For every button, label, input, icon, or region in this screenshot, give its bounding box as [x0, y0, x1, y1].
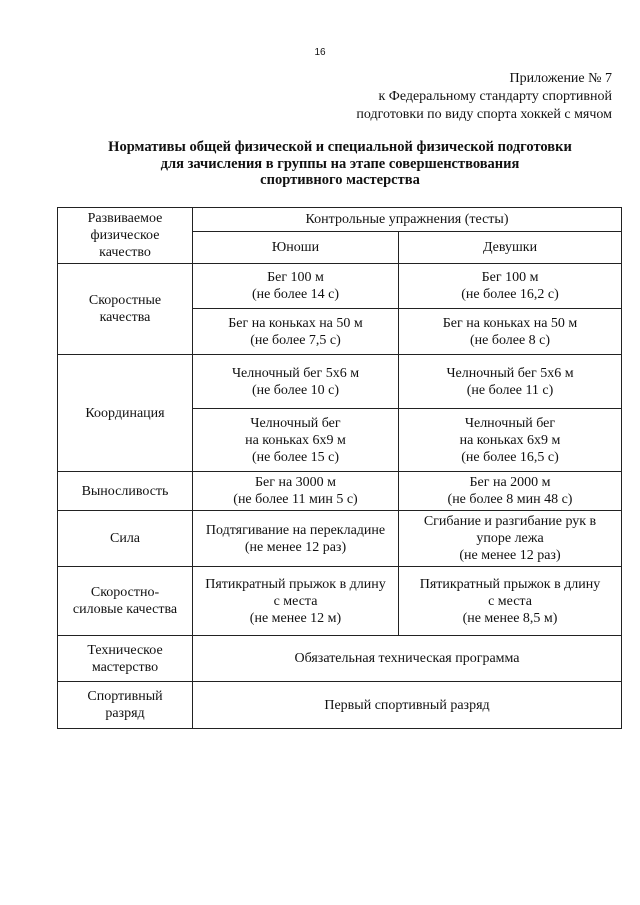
table-row — [58, 567, 622, 636]
norms-table — [57, 207, 622, 729]
norm-line: (не более 7,5 с) — [250, 332, 341, 348]
quality-line: Скоростно- — [90, 585, 160, 600]
title-line: Нормативы общей физической и специальной физической подготовки — [108, 139, 572, 155]
norm-line: Бег 100 м — [481, 270, 539, 285]
norm-line: Бег на коньках на 50 м — [228, 315, 363, 331]
table-row — [58, 264, 622, 309]
appendix-standard: к Федеральному стандарту спортивной — [378, 89, 612, 104]
header-quality-line: Развиваемое — [87, 211, 163, 226]
quality-cell — [58, 264, 193, 355]
quality-line: Сила — [109, 531, 141, 546]
boys-norm-cell — [193, 409, 399, 472]
quality-cell — [58, 472, 193, 511]
norm-line: Бег на 2000 м — [469, 475, 551, 490]
quality-line: мастерство — [91, 659, 159, 675]
norm-line: Челночный бег — [464, 415, 556, 431]
merged-norm-cell: Первый спортивный разряд — [193, 682, 622, 729]
header-quality-line: качество — [99, 245, 151, 260]
quality-line: разряд — [105, 706, 145, 721]
norm-line: Бег на коньках на 50 м — [442, 315, 578, 331]
header-boys-cell: Юноши — [193, 232, 399, 264]
quality-cell — [58, 682, 193, 729]
quality-line: качества — [99, 310, 151, 325]
norm-line: на коньках 6х9 м — [459, 432, 561, 448]
norm-line: Челночный бег 5х6 м — [446, 365, 574, 381]
title-line: спортивного мастерства — [260, 172, 420, 188]
norm-line: с места — [273, 593, 318, 609]
boys-norm-cell — [193, 511, 399, 567]
quality-cell — [58, 511, 193, 567]
norm-line: Бег 100 м — [267, 270, 324, 285]
table-row — [58, 636, 622, 682]
table-row — [58, 682, 622, 729]
norm-line: Пятикратный прыжок в длину — [205, 576, 386, 592]
quality-line: Спортивный — [87, 689, 163, 704]
table-header-row — [58, 208, 622, 232]
norm-line: (не более 16,5 с) — [461, 449, 559, 465]
norm-line: (не менее 12 раз) — [459, 548, 561, 563]
norm-line: (не менее 8,5 м) — [462, 610, 558, 626]
header-tests-cell: Контрольные упражнения (тесты) — [193, 208, 622, 232]
norm-line: (не более 16,2 с) — [461, 287, 559, 302]
norm-line: с места — [488, 593, 532, 609]
norm-line: (не более 11 мин 5 с) — [233, 492, 358, 507]
girls-norm-cell — [399, 264, 622, 309]
boys-norm-cell — [193, 264, 399, 309]
norm-line: (не более 14 с) — [251, 287, 340, 302]
page-number: 16 — [314, 47, 326, 58]
title-line: для зачисления в группы на этапе совершенствования — [160, 155, 520, 172]
quality-line: Скоростные — [88, 293, 162, 308]
norm-line: Сгибание и разгибание рук в — [423, 514, 597, 529]
header-quality-cell — [58, 208, 193, 264]
merged-norm-cell: Обязательная техническая программа — [193, 636, 622, 682]
appendix-sport: подготовки по виду спорта хоккей с мячом — [356, 107, 612, 122]
norm-line: Бег на 3000 м — [254, 475, 337, 490]
norm-line: Челночный бег — [250, 415, 341, 431]
norm-line: (не более 15 с) — [251, 449, 340, 465]
quality-line: силовые качества — [72, 602, 178, 617]
quality-cell — [58, 567, 193, 636]
table-row — [58, 472, 622, 511]
table-row — [58, 355, 622, 409]
quality-cell — [58, 355, 193, 472]
girls-norm-cell — [399, 309, 622, 355]
header-quality-line: физическое — [90, 228, 160, 243]
norm-line: (не более 11 с) — [466, 382, 554, 398]
norm-line: (не менее 12 м) — [249, 610, 342, 626]
quality-line: Координация — [85, 405, 165, 421]
table-row — [58, 511, 622, 567]
norm-line: (не более 8 мин 48 с) — [447, 492, 573, 507]
norm-line: Челночный бег 5х6 м — [231, 365, 360, 381]
girls-norm-cell — [399, 355, 622, 409]
boys-norm-cell — [193, 309, 399, 355]
girls-norm-cell — [399, 409, 622, 472]
quality-line: Техническое — [87, 642, 163, 658]
norm-line: упоре лежа — [476, 531, 544, 546]
norm-line: (не менее 12 раз) — [244, 539, 347, 555]
appendix-number: Приложение № 7 — [509, 71, 612, 86]
norm-line: Пятикратный прыжок в длину — [419, 576, 601, 592]
girls-norm-cell — [399, 567, 622, 636]
header-girls-cell: Девушки — [399, 232, 622, 264]
norm-line: Подтягивание на перекладине — [205, 522, 386, 538]
norm-line: (не более 10 с) — [251, 382, 340, 398]
norm-line: (не более 8 с) — [469, 332, 551, 348]
girls-norm-cell — [399, 511, 622, 567]
quality-line: Выносливость — [81, 483, 169, 499]
boys-norm-cell — [193, 472, 399, 511]
girls-norm-cell — [399, 472, 622, 511]
norm-line: на коньках 6х9 м — [245, 432, 346, 448]
document-title — [60, 139, 620, 189]
boys-norm-cell — [193, 355, 399, 409]
appendix-reference — [292, 70, 612, 124]
boys-norm-cell — [193, 567, 399, 636]
quality-cell — [58, 636, 193, 682]
